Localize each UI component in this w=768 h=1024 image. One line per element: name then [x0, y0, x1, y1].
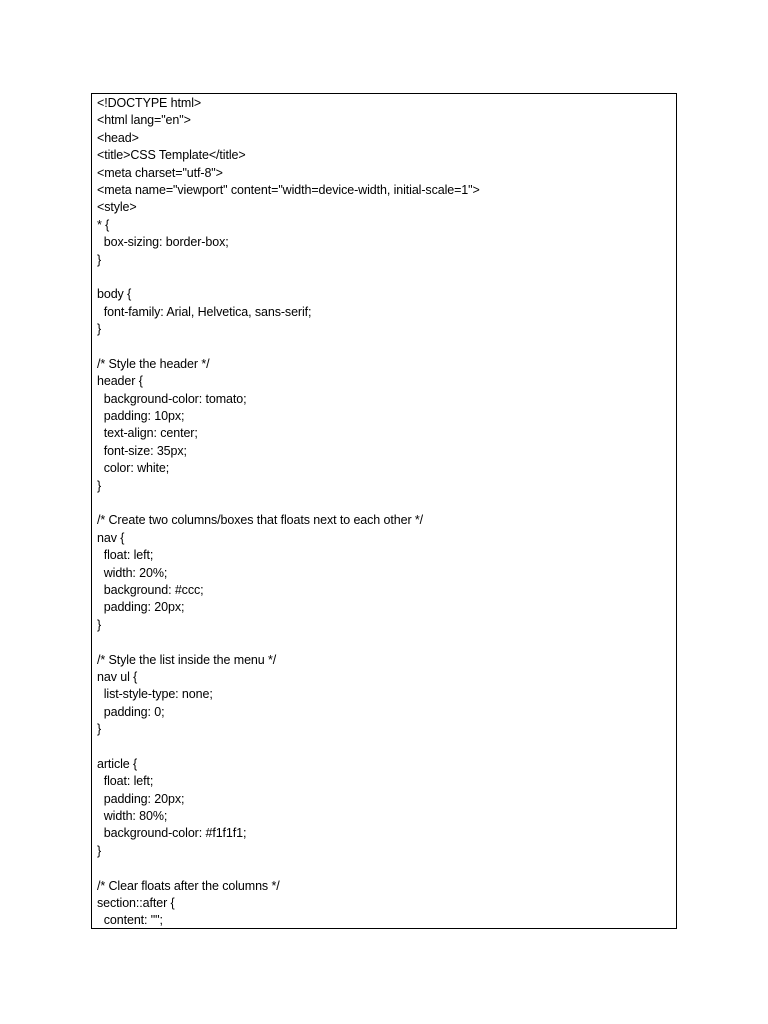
blank-code-line [97, 860, 676, 877]
code-line: float: left; [97, 548, 154, 563]
code-line: section::after { [97, 895, 175, 910]
code-line: nav { [97, 530, 125, 545]
code-line: } [97, 322, 102, 337]
code-line: header { [97, 374, 143, 389]
blank-code-line [97, 634, 676, 651]
code-line: <meta charset="utf-8"> [97, 165, 223, 180]
code-line: content: ""; [97, 913, 163, 928]
code-line: <head> [97, 130, 139, 145]
code-line: list-style-type: none; [97, 687, 213, 702]
code-line: font-size: 35px; [97, 443, 187, 458]
code-line: } [97, 617, 102, 632]
code-line: background-color: tomato; [97, 391, 247, 406]
code-line: <html lang="en"> [97, 113, 191, 128]
code-line: box-sizing: border-box; [97, 235, 229, 250]
code-line: <meta name="viewport" content="width=device-width, initial-scale=1"> [97, 182, 480, 197]
code-line: color: white; [97, 461, 170, 476]
code-line: nav ul { [97, 669, 138, 684]
code-line: <style> [97, 200, 137, 215]
blank-code-line [97, 495, 676, 512]
code-line: body { [97, 287, 132, 302]
blank-code-line [97, 269, 676, 286]
code-line: /* Create two columns/boxes that floats next to each other */ [97, 513, 424, 528]
code-line: <!DOCTYPE html> [97, 96, 202, 110]
code-line: } [97, 722, 102, 737]
code-line: width: 80%; [97, 809, 168, 824]
code-line: background: #ccc; [97, 582, 204, 597]
code-line: <title>CSS Template</title> [97, 148, 246, 163]
code-line: padding: 0; [97, 704, 165, 719]
code-line: padding: 10px; [97, 409, 185, 424]
blank-code-line [97, 338, 676, 355]
code-line: background-color: #f1f1f1; [97, 826, 247, 841]
code-line: * { [97, 217, 110, 232]
code-line: text-align: center; [97, 426, 198, 441]
code-line: /* Clear floats after the columns */ [97, 878, 280, 893]
code-line: } [97, 843, 102, 858]
code-line: } [97, 478, 102, 493]
code-line: /* Style the list inside the menu */ [97, 652, 277, 667]
code-line: font-family: Arial, Helvetica, sans-serif; [97, 304, 312, 319]
code-line: } [97, 252, 102, 267]
code-listing-box [91, 93, 677, 929]
code-line: float: left; [97, 774, 154, 789]
code-line: article { [97, 756, 138, 771]
code-line: padding: 20px; [97, 791, 185, 806]
code-line: /* Style the header */ [97, 356, 210, 371]
blank-code-line [97, 738, 676, 755]
code-line: padding: 20px; [97, 600, 185, 615]
code-line: width: 20%; [97, 565, 168, 580]
